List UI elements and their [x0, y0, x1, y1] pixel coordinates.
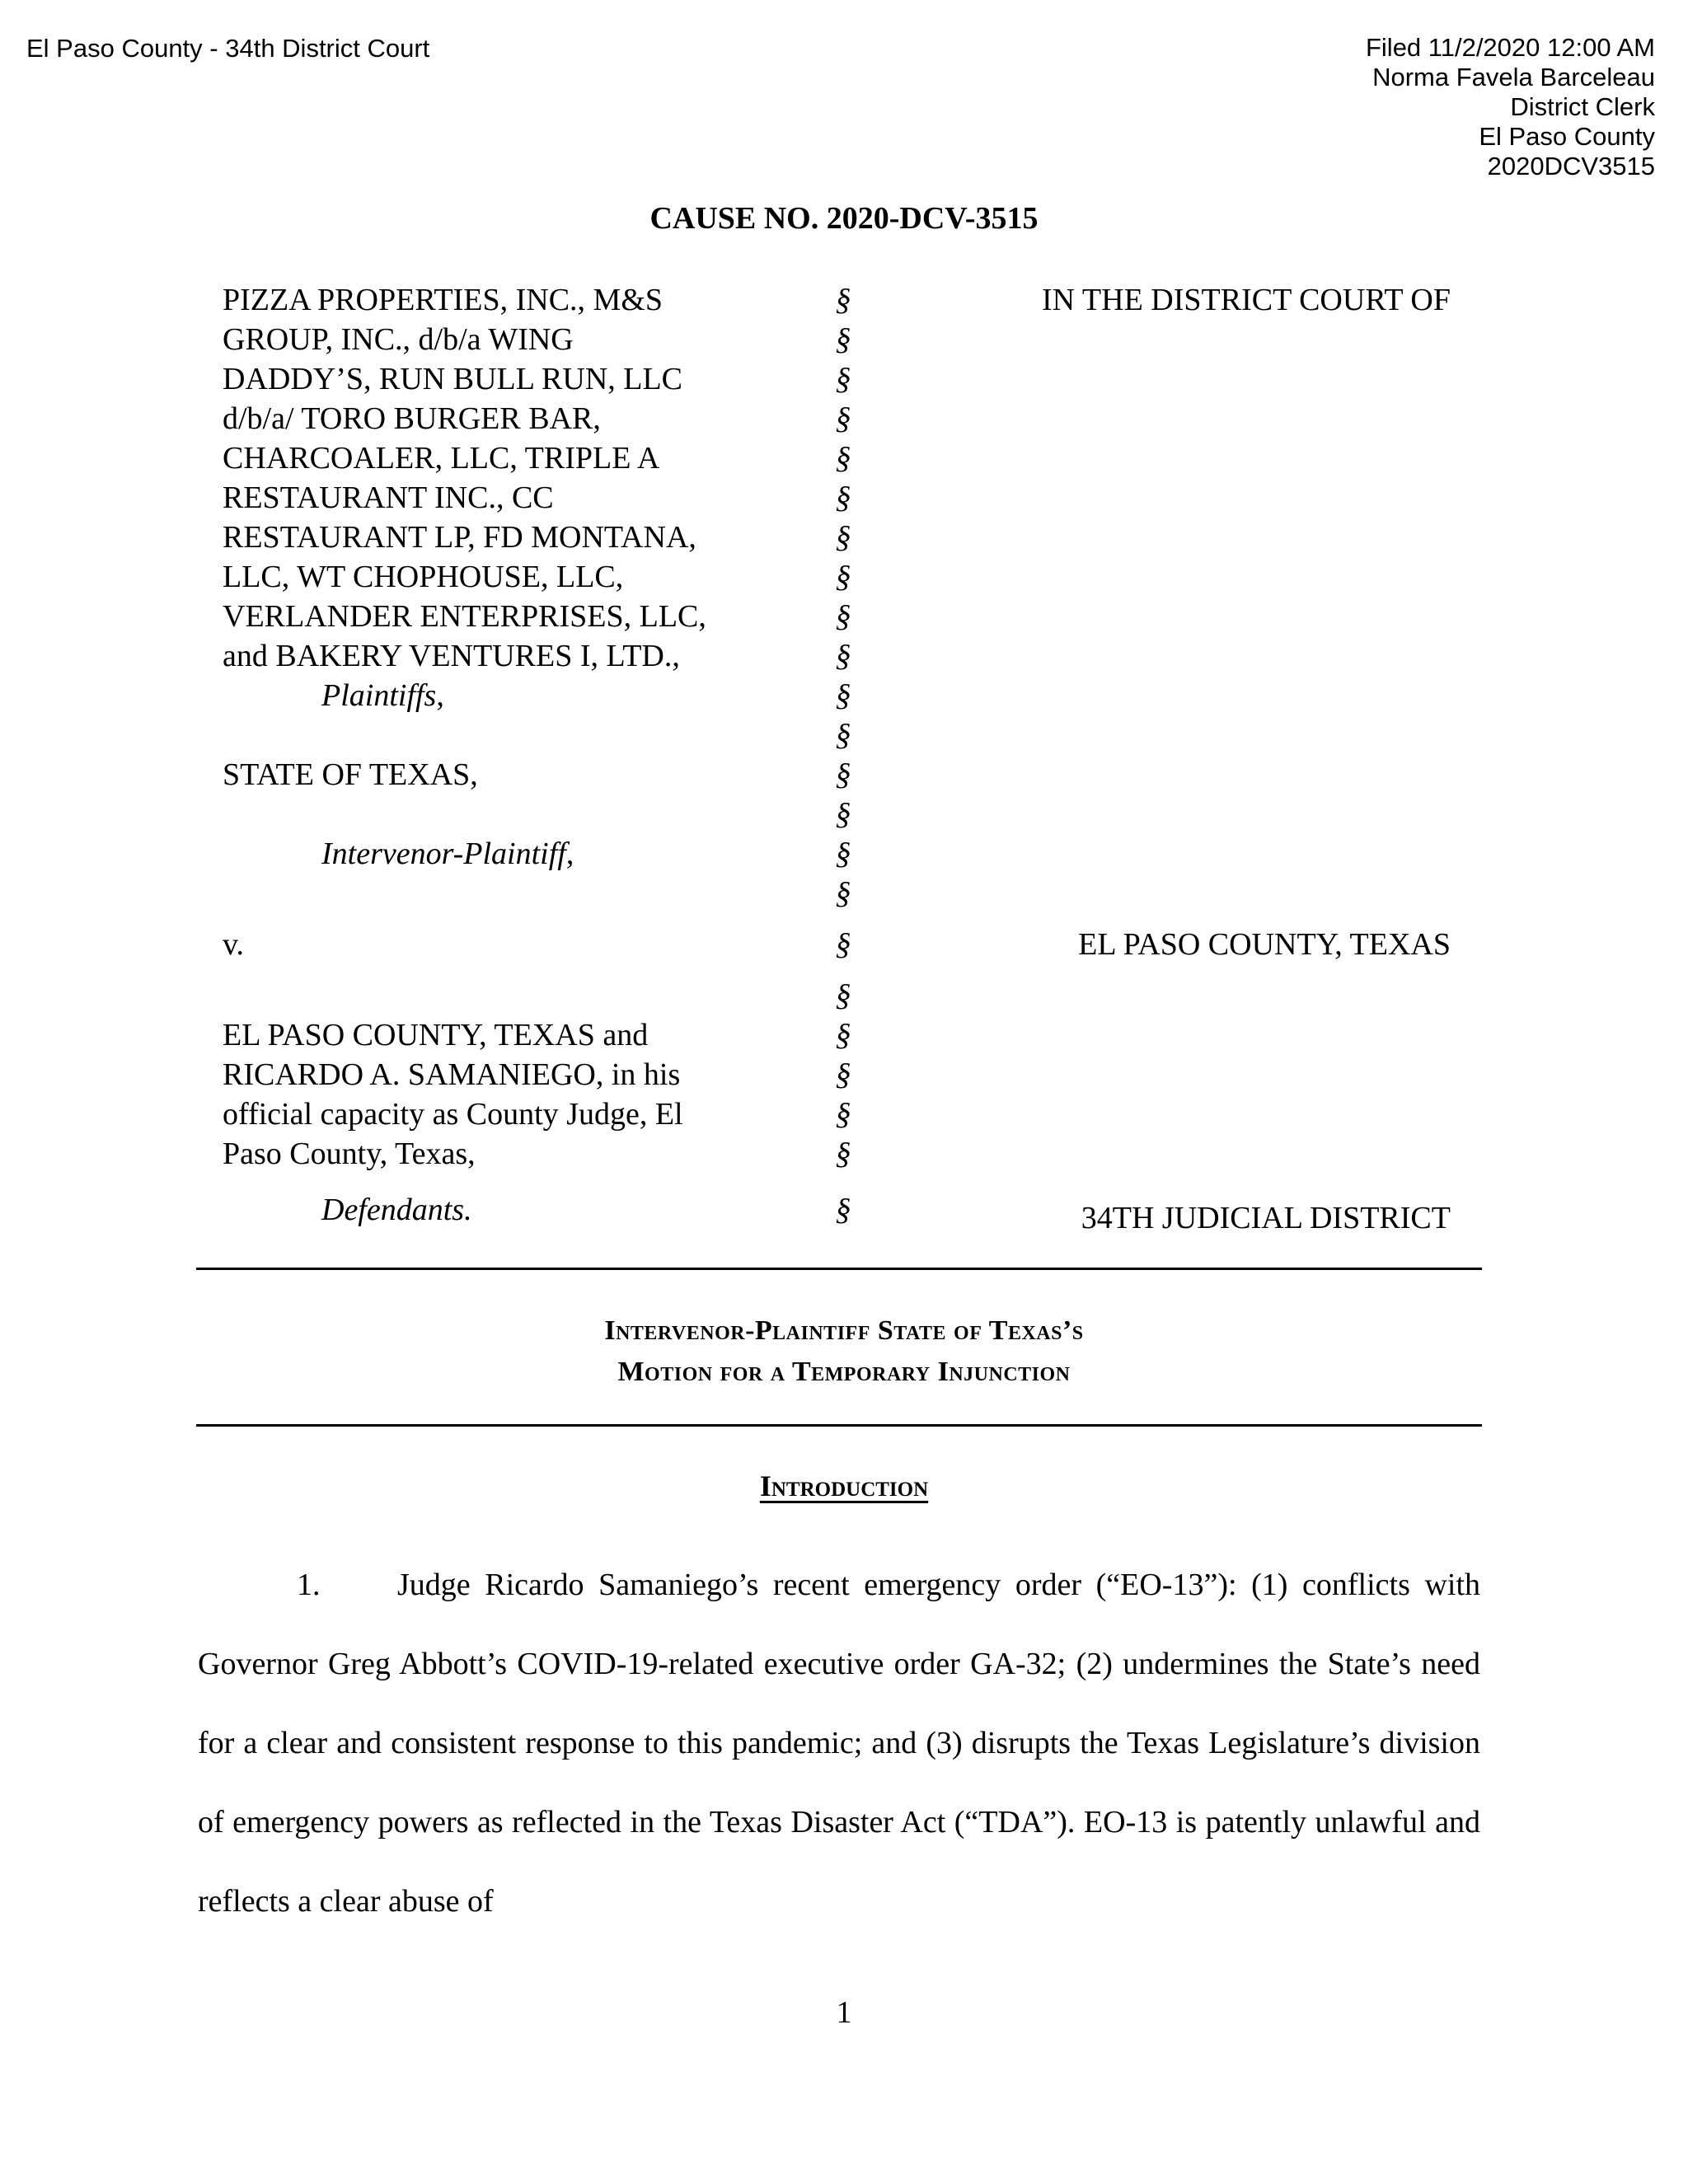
section-symbol: § — [835, 876, 851, 911]
defendant-line: EL PASO COUNTY, TEXAS and — [223, 1018, 649, 1052]
document-title — [0, 1310, 1688, 1393]
blank-line — [223, 794, 799, 834]
defendants-role: Defendants. — [321, 1193, 472, 1227]
court-header: El Paso County - 34th District Court — [26, 34, 430, 63]
plaintiffs-role: Plaintiffs — [321, 678, 437, 713]
section-symbol: § — [835, 480, 851, 515]
section-symbol: § — [835, 837, 851, 871]
plaintiff-line: PIZZA PROPERTIES, INC., M&S — [223, 283, 663, 317]
section-symbol: § — [835, 441, 851, 476]
court-line-3: 34TH JUDICIAL DISTRICT — [1081, 1201, 1451, 1235]
divider-bottom — [196, 1424, 1482, 1427]
party-column — [223, 280, 799, 1230]
section-symbol: § — [835, 520, 851, 555]
plaintiff-line: and BAKERY VENTURES I, LTD., — [223, 639, 680, 673]
page-number: 1 — [836, 1995, 852, 2030]
section-symbol: § — [835, 639, 851, 673]
title-line-1: Intervenor-Plaintiff State of Texas’s — [604, 1315, 1084, 1346]
section-symbol: § — [835, 718, 851, 752]
defendant-line: RICARDO A. SAMANIEGO, in his — [223, 1057, 681, 1092]
divider-top — [196, 1268, 1482, 1270]
plaintiff-line: LLC, WT CHOPHOUSE, LLC, — [223, 560, 624, 594]
section-heading — [0, 1469, 1688, 1503]
plaintiffs-role-line: Plaintiffs, — [223, 676, 799, 715]
case-id: 2020DCV3515 — [1487, 152, 1655, 180]
section-symbol: § — [835, 797, 851, 832]
plaintiff-line: CHARCOALER, LLC, TRIPLE A — [223, 441, 660, 476]
clerk-name: Norma Favela Barceleau — [1372, 63, 1655, 91]
section-symbol-column — [827, 280, 860, 1230]
paragraph-text: Judge Ricardo Samaniego’s recent emergency order (“EO-13”): (1) conflicts with Governor Greg Abbott’s COVID-19-related executive order GA-32; (2) undermines the State’s need for a clear and consistent response to this pandemic; and (3) disrupts the Texas Legislature’s division of emergency powers as reflected in the Texas Disaster Act (“TDA”). EO-13 is patently unlawful and reflects a clear abuse of — [198, 1568, 1480, 1919]
intervenor-name: STATE OF TEXAS, — [223, 757, 478, 792]
versus: v. — [223, 927, 245, 962]
paragraph-number: 1. — [297, 1568, 321, 1602]
court-line-2: EL PASO COUNTY, TEXAS — [1078, 927, 1451, 962]
paragraph-1 — [198, 1545, 1480, 1941]
section-symbol: § — [835, 1193, 851, 1227]
blank-line — [223, 715, 799, 755]
introduction-heading: Introduction — [759, 1469, 929, 1502]
section-symbol: § — [835, 560, 851, 594]
section-symbol: § — [835, 1018, 851, 1052]
plaintiff-line: RESTAURANT LP, FD MONTANA, — [223, 520, 696, 555]
filing-stamp — [1366, 33, 1655, 181]
section-symbol: § — [835, 401, 851, 436]
section-symbol: § — [835, 1057, 851, 1092]
section-symbol: § — [835, 978, 851, 1013]
filed-date: Filed 11/2/2020 12:00 AM — [1365, 33, 1655, 62]
defendant-line: official capacity as County Judge, El — [223, 1097, 683, 1132]
plaintiff-line: VERLANDER ENTERPRISES, LLC, — [223, 599, 706, 634]
clerk-title: District Clerk — [1510, 92, 1655, 121]
court-line-1: IN THE DISTRICT COURT OF — [1042, 283, 1451, 317]
section-symbol: § — [835, 757, 851, 792]
section-symbol: § — [835, 362, 851, 396]
plaintiff-line: DADDY’S, RUN BULL RUN, LLC — [223, 362, 683, 396]
section-symbol: § — [835, 283, 851, 317]
section-symbol: § — [835, 678, 851, 713]
plaintiff-line: GROUP, INC., d/b/a WING — [223, 322, 574, 357]
section-symbol: § — [835, 1097, 851, 1132]
intervenor-role: Intervenor-Plaintiff — [321, 837, 566, 871]
cause-number: CAUSE NO. 2020-DCV-3515 — [649, 201, 1039, 236]
defendant-line: Paso County, Texas, — [223, 1137, 476, 1171]
title-line-2: Motion for a Temporary Injunction — [617, 1357, 1071, 1387]
intervenor-role-line: Intervenor-Plaintiff, — [223, 834, 799, 874]
blank-line — [223, 976, 799, 1015]
section-symbol: § — [835, 599, 851, 634]
section-symbol: § — [835, 927, 851, 962]
plaintiff-line: d/b/a/ TORO BURGER BAR, — [223, 401, 601, 436]
section-symbol: § — [835, 1137, 851, 1171]
clerk-county: El Paso County — [1479, 122, 1655, 151]
blank-line — [223, 874, 799, 913]
section-symbol: § — [835, 322, 851, 357]
defendants-role-line — [223, 1190, 799, 1230]
plaintiff-line: RESTAURANT INC., CC — [223, 480, 554, 515]
